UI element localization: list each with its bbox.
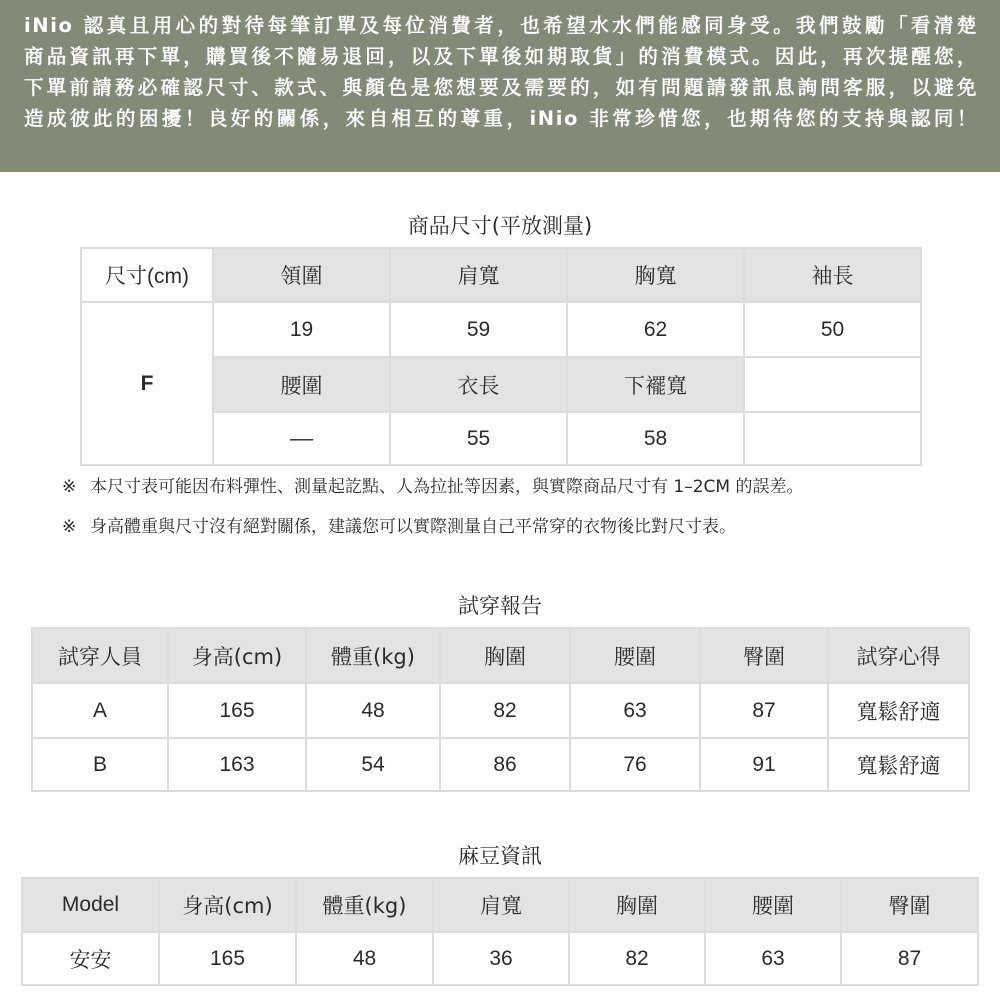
value-cell: 55 — [390, 412, 567, 465]
empty-cell — [744, 412, 921, 465]
model-info-title: 麻豆資訊 — [458, 844, 542, 868]
header-cell: 體重(kg) — [296, 878, 433, 932]
fitting-report-header-row — [32, 628, 969, 683]
header-cell: 腰圍 — [213, 357, 390, 412]
value-cell: 87 — [841, 932, 978, 985]
value-cell: 63 — [705, 932, 841, 985]
empty-cell — [744, 357, 921, 412]
value-cell: B — [32, 738, 168, 791]
header-cell: 肩寬 — [390, 248, 567, 302]
size-note — [62, 512, 736, 537]
header-cell: 身高(cm) — [159, 878, 296, 932]
value-cell: 87 — [700, 683, 828, 738]
value-cell: 62 — [567, 302, 744, 357]
header-cell: Model — [22, 878, 159, 932]
value-cell: 63 — [570, 683, 700, 738]
header-cell: 身高(cm) — [168, 628, 306, 683]
header-cell: 腰圍 — [570, 628, 700, 683]
note-mark: ※ — [62, 517, 77, 537]
model-info-header-row — [22, 878, 978, 932]
value-cell: –– — [213, 412, 390, 465]
value-cell: 寬鬆舒適 — [828, 738, 969, 791]
header-cell: 胸寬 — [567, 248, 744, 302]
header-cell: 肩寬 — [433, 878, 569, 932]
value-cell: 48 — [306, 683, 440, 738]
note-text: 本尺寸表可能因布料彈性、測量起訖點、人為拉扯等因素，與實際商品尺寸有 1–2CM 的誤差。 — [90, 477, 804, 497]
value-cell: 50 — [744, 302, 921, 357]
value-cell: 82 — [440, 683, 570, 738]
header-cell: 體重(kg) — [306, 628, 440, 683]
value-cell: 寬鬆舒適 — [828, 683, 969, 738]
value-cell: 165 — [168, 683, 306, 738]
header-cell: 臀圍 — [700, 628, 828, 683]
fitting-report-title: 試穿報告 — [458, 594, 542, 618]
value-cell: 86 — [440, 738, 570, 791]
note-mark: ※ — [62, 477, 77, 497]
notice-banner — [0, 0, 1000, 172]
header-cell: 試穿人員 — [32, 628, 168, 683]
value-cell: 48 — [296, 932, 433, 985]
corner-label: 尺寸(cm) — [81, 248, 213, 302]
fitting-report-table — [31, 627, 970, 792]
size-label: F — [81, 302, 213, 465]
size-chart-header-row — [81, 248, 921, 302]
size-chart-table — [80, 247, 922, 466]
value-cell: 91 — [700, 738, 828, 791]
header-cell: 腰圍 — [705, 878, 841, 932]
value-cell: 19 — [213, 302, 390, 357]
value-cell: 163 — [168, 738, 306, 791]
value-cell: 58 — [567, 412, 744, 465]
value-cell: 76 — [570, 738, 700, 791]
size-chart-values-row — [81, 302, 921, 357]
note-text: 身高體重與尺寸沒有絕對關係，建議您可以實際測量自己平常穿的衣物後比對尺寸表。 — [90, 517, 736, 537]
header-cell: 臀圍 — [841, 878, 978, 932]
size-note — [62, 472, 803, 497]
table-row — [22, 932, 978, 985]
value-cell: 54 — [306, 738, 440, 791]
notice-line: 下單前請務必確認尺寸、款式、與顏色是您想要及需要的，如有問題請發訊息詢問客服，以避免 — [24, 76, 978, 99]
notice-line: iNio 認真且用心的對待每筆訂單及每位消費者，也希望水水們能感同身受。我們鼓勵「看清楚 — [24, 14, 978, 37]
header-cell: 領圍 — [213, 248, 390, 302]
size-chart-title: 商品尺寸(平放測量) — [407, 214, 593, 238]
value-cell: 82 — [569, 932, 705, 985]
header-cell: 試穿心得 — [828, 628, 969, 683]
header-cell: 下襬寬 — [567, 357, 744, 412]
table-row — [32, 738, 969, 791]
header-cell: 胸圍 — [569, 878, 705, 932]
notice-line: 造成彼此的困擾！良好的關係，來自相互的尊重，iNio 非常珍惜您，也期待您的支持與認同！ — [24, 107, 978, 130]
header-cell: 胸圍 — [440, 628, 570, 683]
value-cell: A — [32, 683, 168, 738]
header-cell: 袖長 — [744, 248, 921, 302]
notice-line: 商品資訊再下單，購買後不隨易退回，以及下單後如期取貨」的消費模式。因此，再次提醒您， — [24, 45, 978, 68]
value-cell: 36 — [433, 932, 569, 985]
header-cell: 衣長 — [390, 357, 567, 412]
value-cell: 165 — [159, 932, 296, 985]
value-cell: 59 — [390, 302, 567, 357]
value-cell: 安安 — [22, 932, 159, 985]
table-row — [32, 683, 969, 738]
model-info-table — [21, 877, 979, 986]
